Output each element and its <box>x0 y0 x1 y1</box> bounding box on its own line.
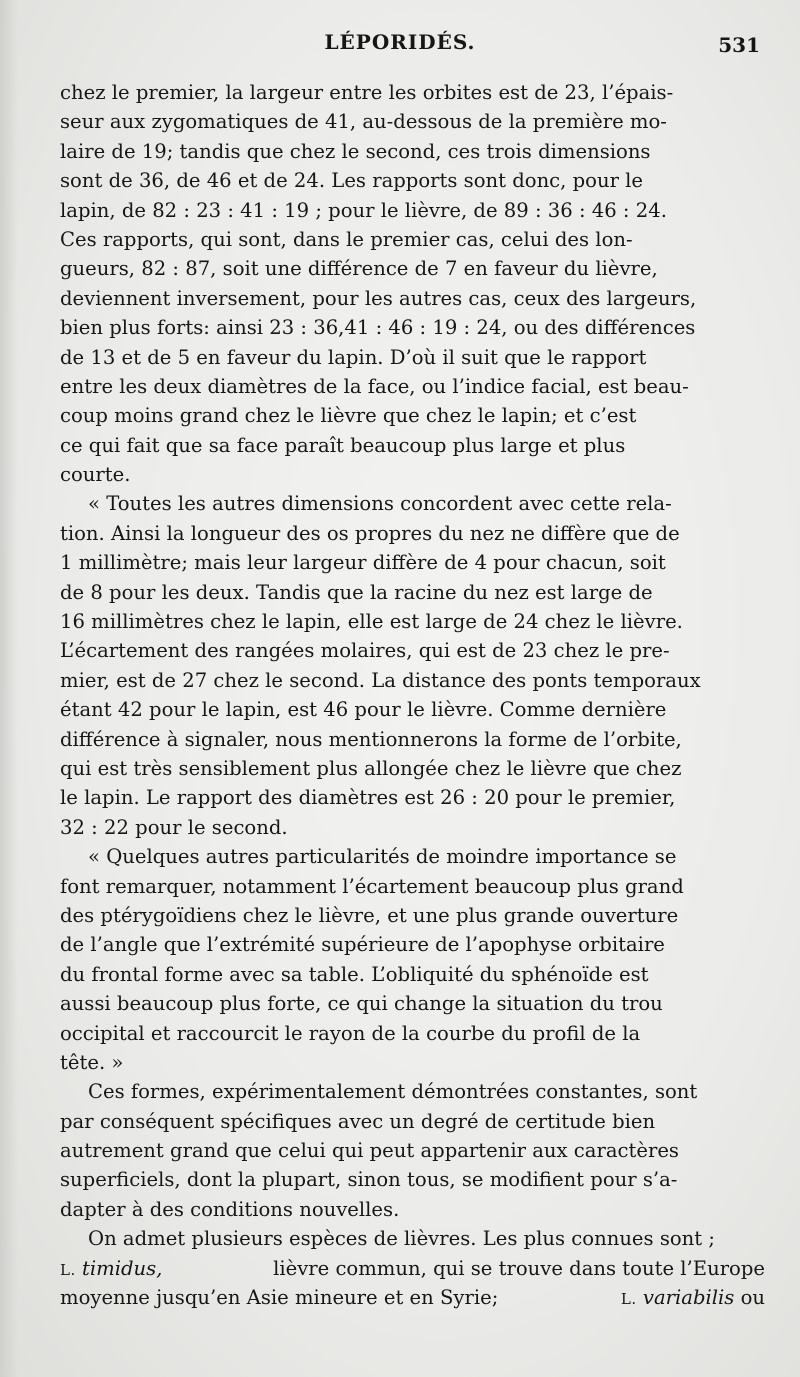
text-line: de 8 pour les deux. Tandis que la racine du nez est large de <box>60 580 653 604</box>
text-line: chez le premier, la largeur entre les orbites est de 23, l’épais- <box>60 81 674 104</box>
genus-abbreviation: L. <box>60 1260 76 1279</box>
text-line: le lapin. Le rapport des diamètres est 26 : 20 pour le premier, <box>60 786 676 810</box>
species-name <box>621 1283 765 1312</box>
text-line: 16 millimètres chez le lapin, elle est large de 24 chez le lièvre. <box>60 610 683 634</box>
text-line: coup moins grand chez le lièvre que chez le lapin; et c’est <box>60 404 637 428</box>
text-line: On admet plusieurs espèces de lièvres. Les plus connues sont ; <box>88 1227 715 1251</box>
text-line: par conséquent spécifiques avec un degré de certitude bien <box>60 1109 656 1133</box>
text-line: sont de 36, de 46 et de 24. Les rapports sont donc, pour le <box>60 169 644 193</box>
running-title: LÉPORIDÉS. <box>324 30 476 54</box>
text-line-species-1 <box>60 1254 765 1283</box>
text-line: Ces formes, expérimentalement démontrées constantes, sont <box>88 1080 698 1104</box>
species-epithet: variabilis <box>642 1286 735 1310</box>
text-line: différence à signaler, nous mentionnerons la forme de l’orbite, <box>60 727 682 751</box>
text-line: aussi beaucoup plus forte, ce qui change la situation du trou <box>60 992 663 1016</box>
text-line: lapin, de 82 : 23 : 41 : 19 ; pour le lièvre, de 89 : 36 : 46 : 24. <box>60 198 667 222</box>
genus-abbreviation: L. <box>620 1290 637 1309</box>
text-line: mier, est de 27 chez le second. La distance des ponts temporaux <box>60 668 701 692</box>
text-line: occipital et raccourcit le rayon de la courbe du profil de la <box>60 1021 641 1045</box>
text-line: seur aux zygomatiques de 41, au-dessous de la première mo- <box>60 110 667 134</box>
text-line: 32 : 22 pour le second. <box>60 815 288 839</box>
species-name <box>60 1254 162 1283</box>
conjunction: ou <box>740 1286 765 1310</box>
text-line: autrement grand que celui qui peut appartenir aux caractères <box>60 1139 679 1163</box>
species-epithet: timidus, <box>81 1256 163 1280</box>
text-line: dapter à des conditions nouvelles. <box>60 1197 400 1221</box>
text-line: Ces rapports, qui sont, dans le premier cas, celui des lon- <box>60 227 633 251</box>
text-line: tête. » <box>60 1050 124 1074</box>
species-description: moyenne jusqu’en Asie mineure et en Syrie; <box>60 1286 499 1310</box>
text-line: deviennent inversement, pour les autres cas, ceux des largeurs, <box>60 286 697 310</box>
text-line: L’écartement des rangées molaires, qui est de 23 chez le pre- <box>60 639 670 663</box>
species-description: lièvre commun, qui se trouve dans toute l’Europe <box>273 1256 765 1280</box>
text-line: ce qui fait que sa face paraît beaucoup plus large et plus <box>60 433 626 457</box>
text-line: font remarquer, notamment l’écartement beaucoup plus grand <box>60 874 684 898</box>
body-text <box>60 78 765 1312</box>
text-line: « Quelques autres particularités de moindre importance se <box>88 845 677 869</box>
text-line-species-2 <box>60 1283 765 1312</box>
text-line: du frontal forme avec sa table. L’obliquité du sphénoïde est <box>60 962 649 986</box>
text-line: étant 42 pour le lapin, est 46 pour le lièvre. Comme dernière <box>60 698 667 722</box>
text-line: superficiels, dont la plupart, sinon tous, se modifient pour s’a- <box>60 1168 678 1192</box>
text-line: 1 millimètre; mais leur largeur diffère de 4 pour chacun, soit <box>60 551 666 575</box>
text-line: laire de 19; tandis que chez le second, ces trois dimensions <box>60 139 651 163</box>
page-number: 531 <box>718 33 760 57</box>
text-line: entre les deux diamètres de la face, ou l’indice facial, est beau- <box>60 374 689 398</box>
text-line: bien plus forts: ainsi 23 : 36,41 : 46 : 19 : 24, ou des différences <box>60 316 696 340</box>
text-line: tion. Ainsi la longueur des os propres du nez ne diffère que de <box>60 521 680 545</box>
text-line: qui est très sensiblement plus allongée chez le lièvre que chez <box>60 756 682 780</box>
text-line: gueurs, 82 : 87, soit une différence de 7 en faveur du lièvre, <box>60 257 658 281</box>
text-line: « Toutes les autres dimensions concordent avec cette rela- <box>88 492 672 516</box>
text-line: de 13 et de 5 en faveur du lapin. D’où il suit que le rapport <box>60 345 647 369</box>
text-line: de l’angle que l’extrémité supérieure de l’apophyse orbitaire <box>60 933 665 957</box>
text-line: courte. <box>60 463 131 487</box>
text-line: des ptérygoïdiens chez le lièvre, et une plus grande ouverture <box>60 903 679 927</box>
